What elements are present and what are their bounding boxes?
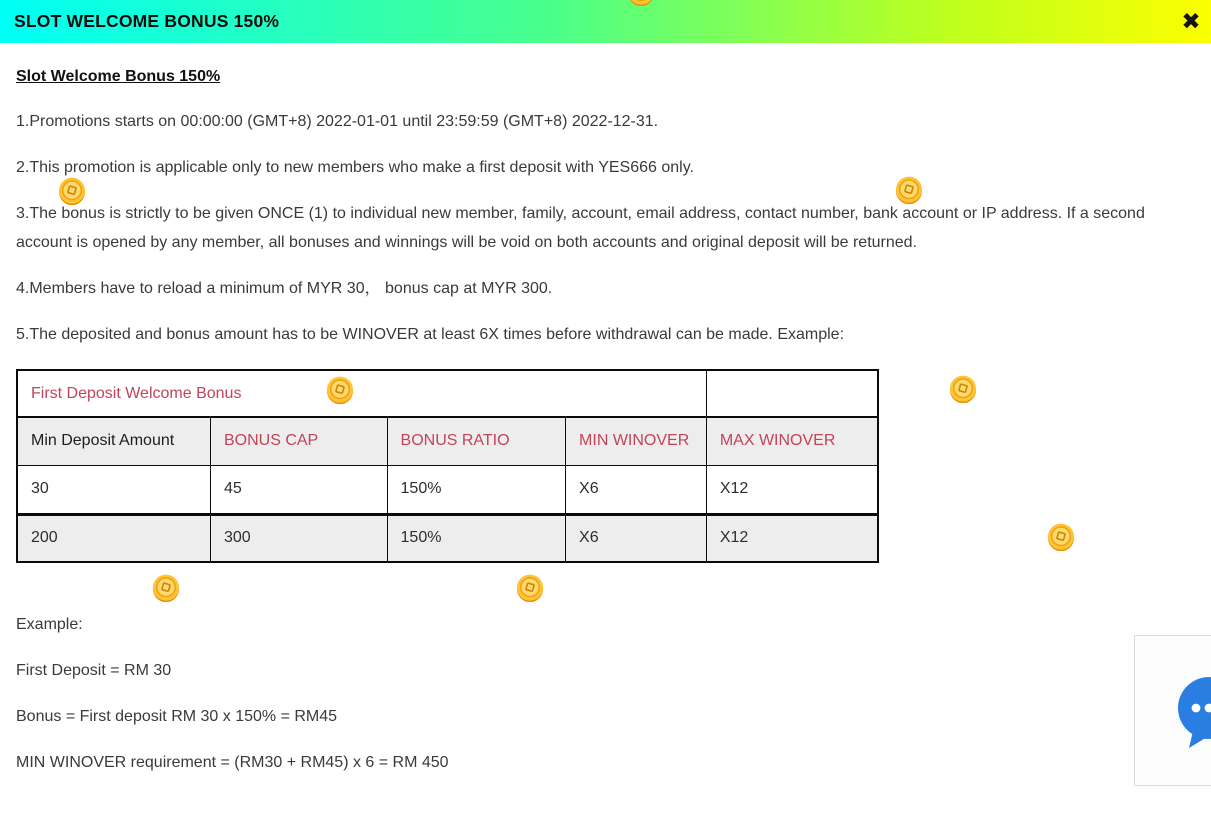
term-3: 3.The bonus is strictly to be given ONCE (1) to individual new member, family, account, email address, contact number, bank account or IP address. If a second account is opened by any member, all bonuses and winnings will be void on both accounts and original deposit will be returned.: [16, 205, 1145, 251]
cell: X6: [566, 465, 707, 514]
live-chat-widget[interactable]: [1134, 635, 1211, 786]
table-title-empty-cell: [706, 370, 878, 417]
col-max-winover: MAX WINOVER: [706, 417, 878, 465]
cell: 150%: [387, 465, 566, 514]
term-4: 4.Members have to reload a minimum of MYR 30， bonus cap at MYR 300.: [16, 280, 553, 297]
close-icon[interactable]: ✖: [1174, 5, 1208, 39]
bonus-table: [16, 369, 879, 563]
col-bonus-cap: BONUS CAP: [210, 417, 387, 465]
table-row: [17, 465, 878, 514]
cell: X6: [566, 514, 707, 562]
example-bonus: Bonus = First deposit RM 30 x 150% = RM45: [16, 708, 338, 725]
cell: 150%: [387, 514, 566, 562]
example-winover: MIN WINOVER requirement = (RM30 + RM45) x 6 = RM 450: [16, 754, 449, 771]
cell: 300: [210, 514, 387, 562]
example-deposit: First Deposit = RM 30: [16, 662, 172, 679]
promo-content: [0, 43, 1211, 777]
chat-bubble-icon[interactable]: [1169, 672, 1211, 752]
cell: 45: [210, 465, 387, 514]
cell: X12: [706, 465, 878, 514]
promo-heading: Slot Welcome Bonus 150%: [16, 68, 221, 85]
col-bonus-ratio: BONUS RATIO: [387, 417, 566, 465]
table-header-row: [17, 417, 878, 465]
term-5: 5.The deposited and bonus amount has to be WINOVER at least 6X times before withdrawal can be made. Example:: [16, 326, 845, 343]
table-row: [17, 514, 878, 562]
col-min-deposit: Min Deposit Amount: [17, 417, 210, 465]
table-title: First Deposit Welcome Bonus: [17, 370, 706, 417]
cell: 30: [17, 465, 210, 514]
modal-title: SLOT WELCOME BONUS 150%: [14, 11, 280, 31]
term-1: 1.Promotions starts on 00:00:00 (GMT+8) 2022-01-01 until 23:59:59 (GMT+8) 2022-12-31.: [16, 113, 659, 130]
term-2: 2.This promotion is applicable only to new members who make a first deposit with YES666 only.: [16, 159, 694, 176]
table-title-row: [17, 370, 878, 417]
cell: 200: [17, 514, 210, 562]
modal-header: [0, 0, 1211, 43]
cell: X12: [706, 514, 878, 562]
example-label: Example:: [16, 616, 83, 633]
col-min-winover: MIN WINOVER: [566, 417, 707, 465]
